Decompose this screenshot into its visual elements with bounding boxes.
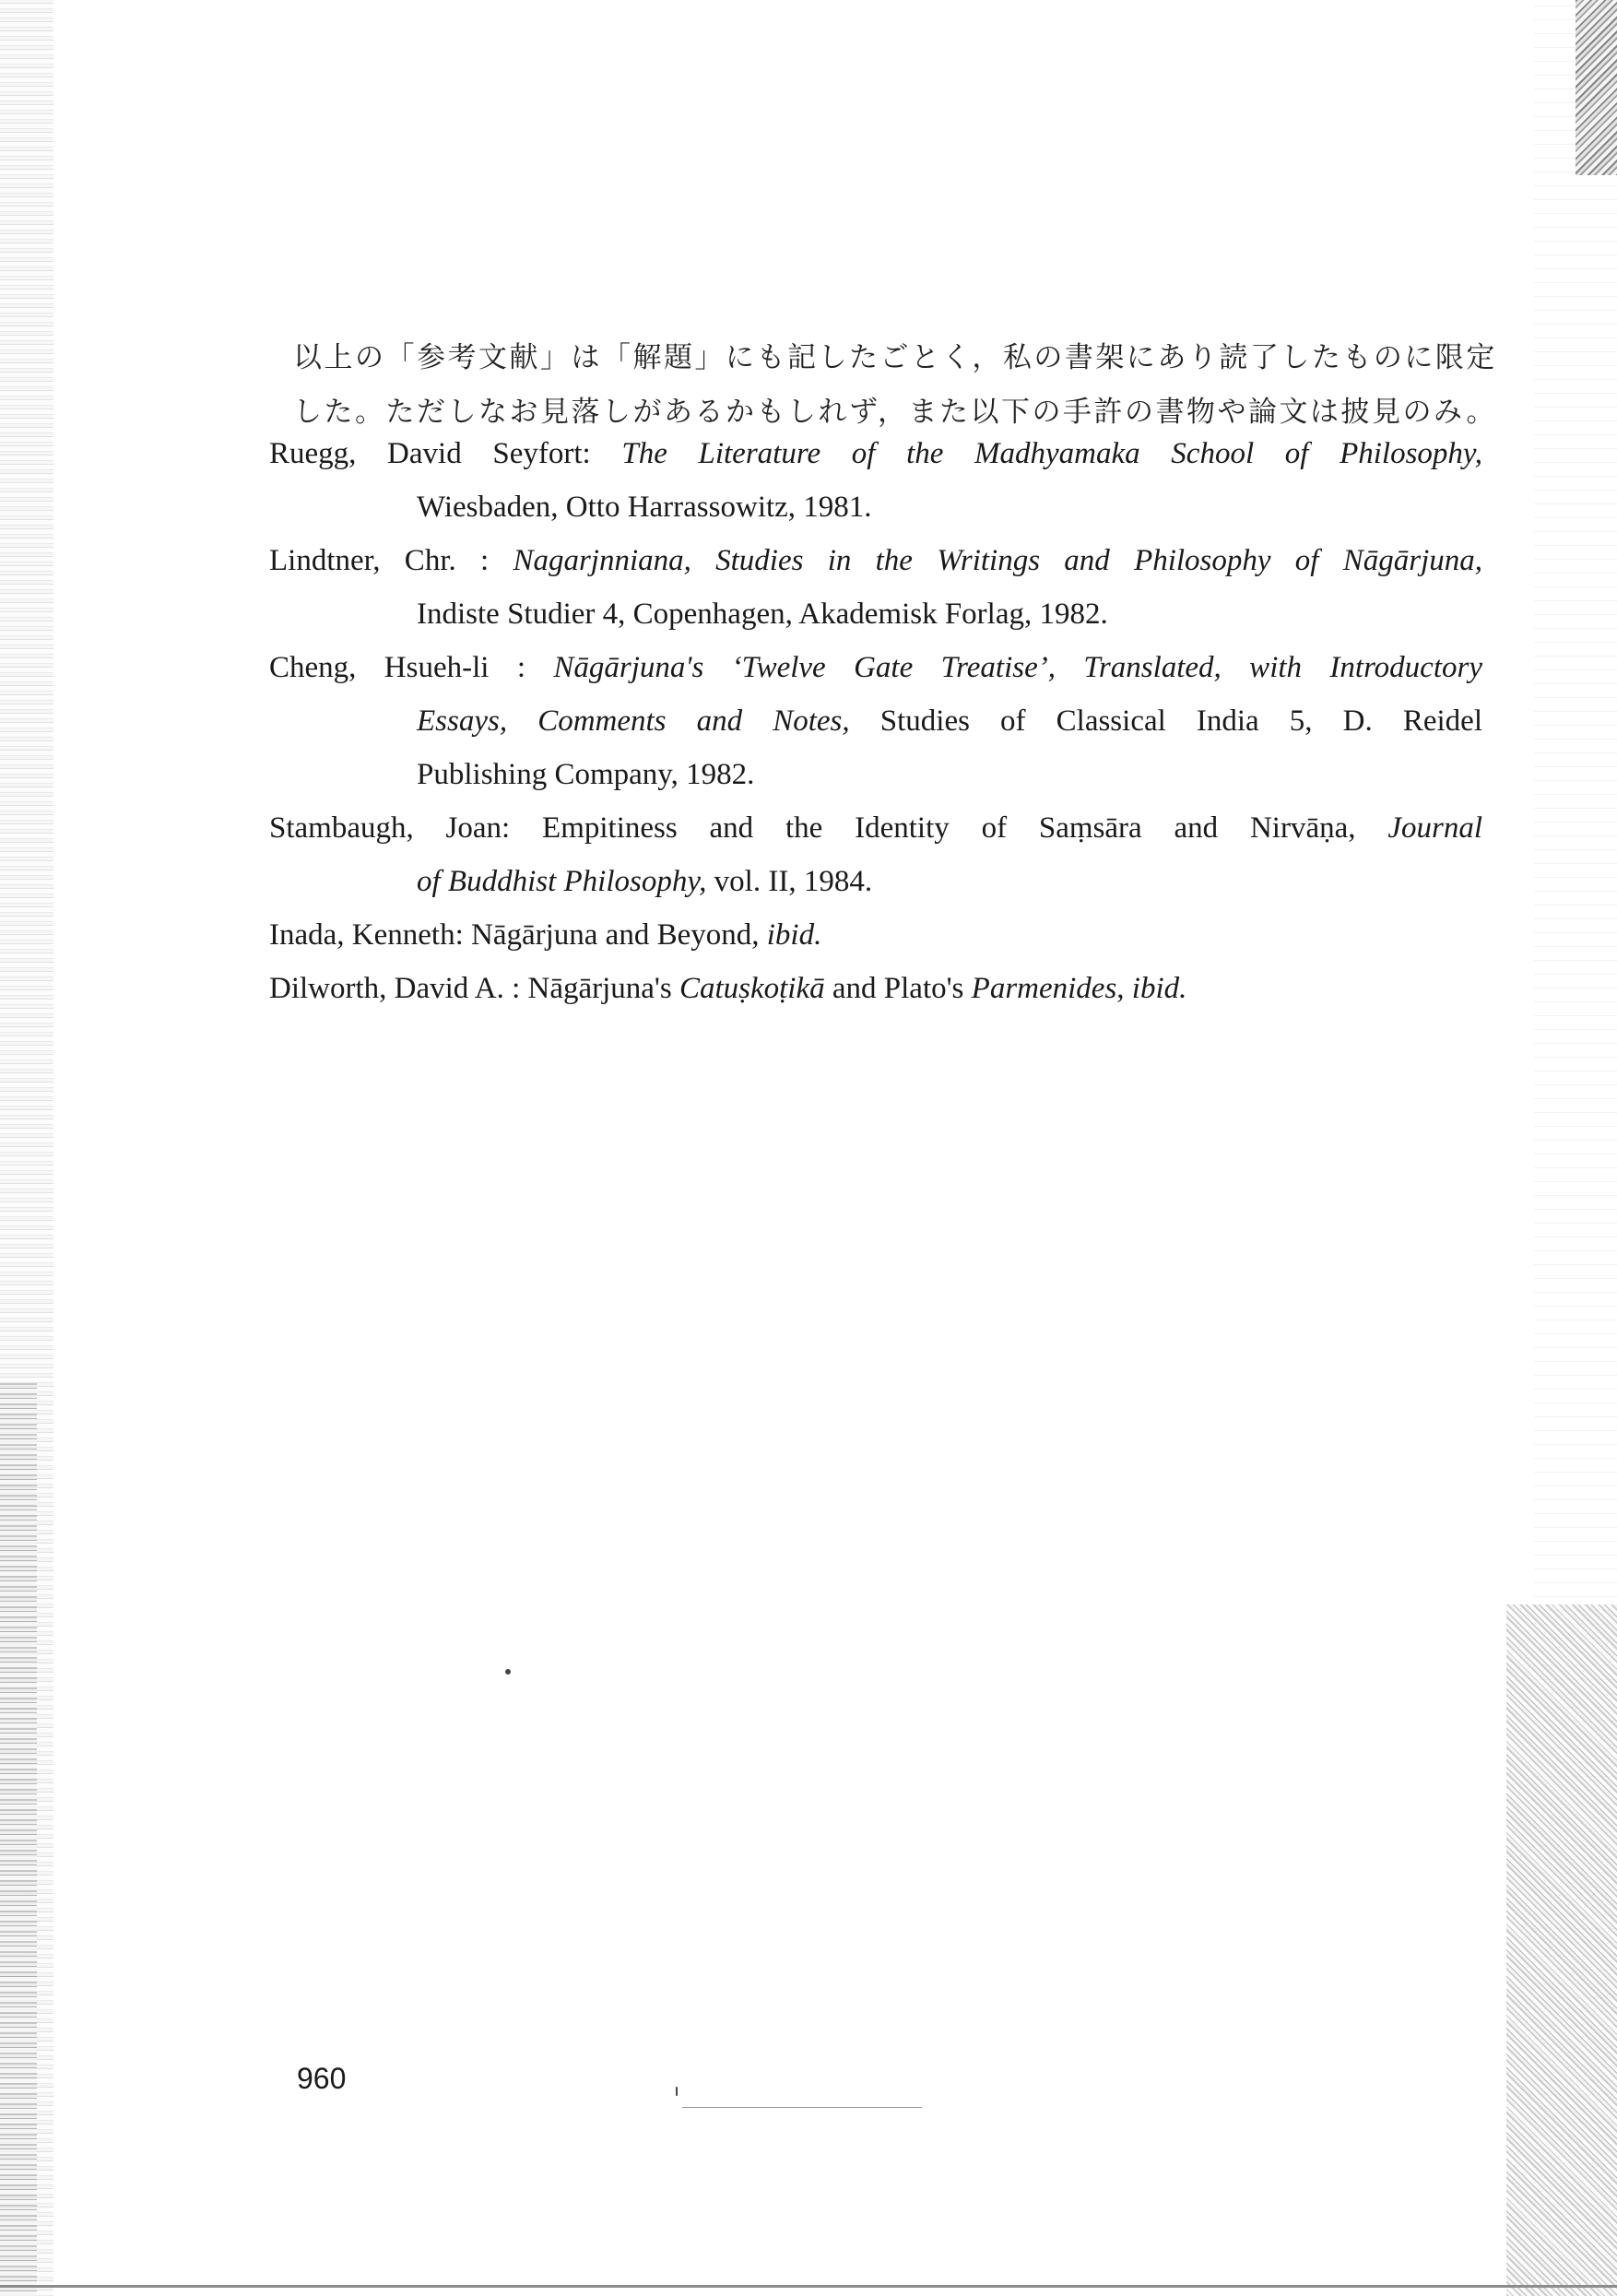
reference-stambaugh: [269, 811, 1482, 846]
reference-dilworth: [269, 972, 1186, 1006]
reference-article-part: Nāgārjuna's: [527, 972, 679, 1005]
reference-separator: :: [455, 544, 513, 577]
reference-inada: [269, 918, 821, 953]
reference-lindtner-details: Indiste Studier 4, Copenhagen, Akademisk Forlag, 1982.: [417, 598, 1108, 631]
reference-ruegg-details: Wiesbaden, Otto Harrassowitz, 1981.: [417, 491, 872, 524]
reference-article: Nāgārjuna and Beyond,: [471, 918, 767, 952]
reference-source: ibid.: [1131, 972, 1187, 1005]
reference-cheng-details: Publishing Company, 1982.: [417, 758, 755, 791]
reference-author: Lindtner, Chr.: [269, 544, 456, 577]
reference-cheng: [269, 651, 1482, 685]
reference-journal: Journal: [1387, 811, 1483, 845]
reference-article-part: ,: [1116, 972, 1132, 1005]
reference-article-part: and Plato's: [824, 972, 972, 1005]
scan-noise-bottom-right: [1506, 1604, 1617, 2296]
reference-author: Ruegg, David Seyfort: [269, 437, 583, 470]
scan-shadow-left: [0, 0, 53, 2296]
reference-separator: :: [502, 811, 543, 845]
reference-article: Empitiness and the Identity of Saṃsāra and Nirvāṇa,: [542, 811, 1356, 845]
reference-author: Inada, Kenneth: [269, 918, 455, 952]
scan-speck: [505, 1669, 511, 1675]
reference-title-continued: Essays, Comments and Notes,: [417, 704, 850, 738]
reference-separator: :: [582, 437, 622, 470]
reference-title: Nāgārjuna's ‘Twelve Gate Treatise’, Translated, with Introductory: [553, 651, 1482, 684]
reference-author: Stambaugh, Joan: [269, 811, 502, 845]
intro-line-1: 以上の「参考文献」は「解題」にも記したごとく，私の書架にあり読了したものに限定: [293, 341, 1497, 374]
reference-series: Studies of Classical India 5, D. Reidel: [849, 704, 1482, 738]
reference-journal-continued: of Buddhist Philosophy,: [417, 865, 707, 898]
reference-volume: vol. II, 1984.: [706, 865, 873, 898]
reference-title: Nagarjnniana, Studies in the Writings and Philosophy of Nāgārjuna,: [513, 544, 1482, 577]
scan-noise-top-right: [1576, 0, 1617, 175]
reference-cheng-continued: [417, 704, 1482, 739]
reference-lindtner: [269, 544, 1482, 578]
reference-ruegg: [269, 437, 1482, 471]
reference-title: The Literature of the Madhyamaka School of Philosophy,: [621, 437, 1483, 470]
page-bottom-edge: [0, 2285, 1617, 2288]
reference-author: Dilworth, David A.: [269, 972, 504, 1005]
scan-smudge-line: [682, 2107, 922, 2108]
reference-author: Cheng, Hsueh-li: [269, 651, 490, 684]
page-number: 960: [297, 2062, 347, 2095]
intro-line-2: した。ただしなお見落しがあるかもしれず，また以下の手許の書物や論文は披見のみ。: [293, 396, 1497, 429]
reference-work-title: Parmenides: [971, 972, 1117, 1005]
scan-speck: [676, 2087, 678, 2096]
reference-work-title: Catuṣkoṭikā: [679, 972, 825, 1005]
reference-separator: :: [503, 972, 528, 1005]
reference-source: ibid.: [766, 918, 822, 952]
reference-separator: :: [489, 651, 554, 684]
reference-stambaugh-details: [417, 865, 872, 899]
reference-separator: :: [454, 918, 471, 952]
